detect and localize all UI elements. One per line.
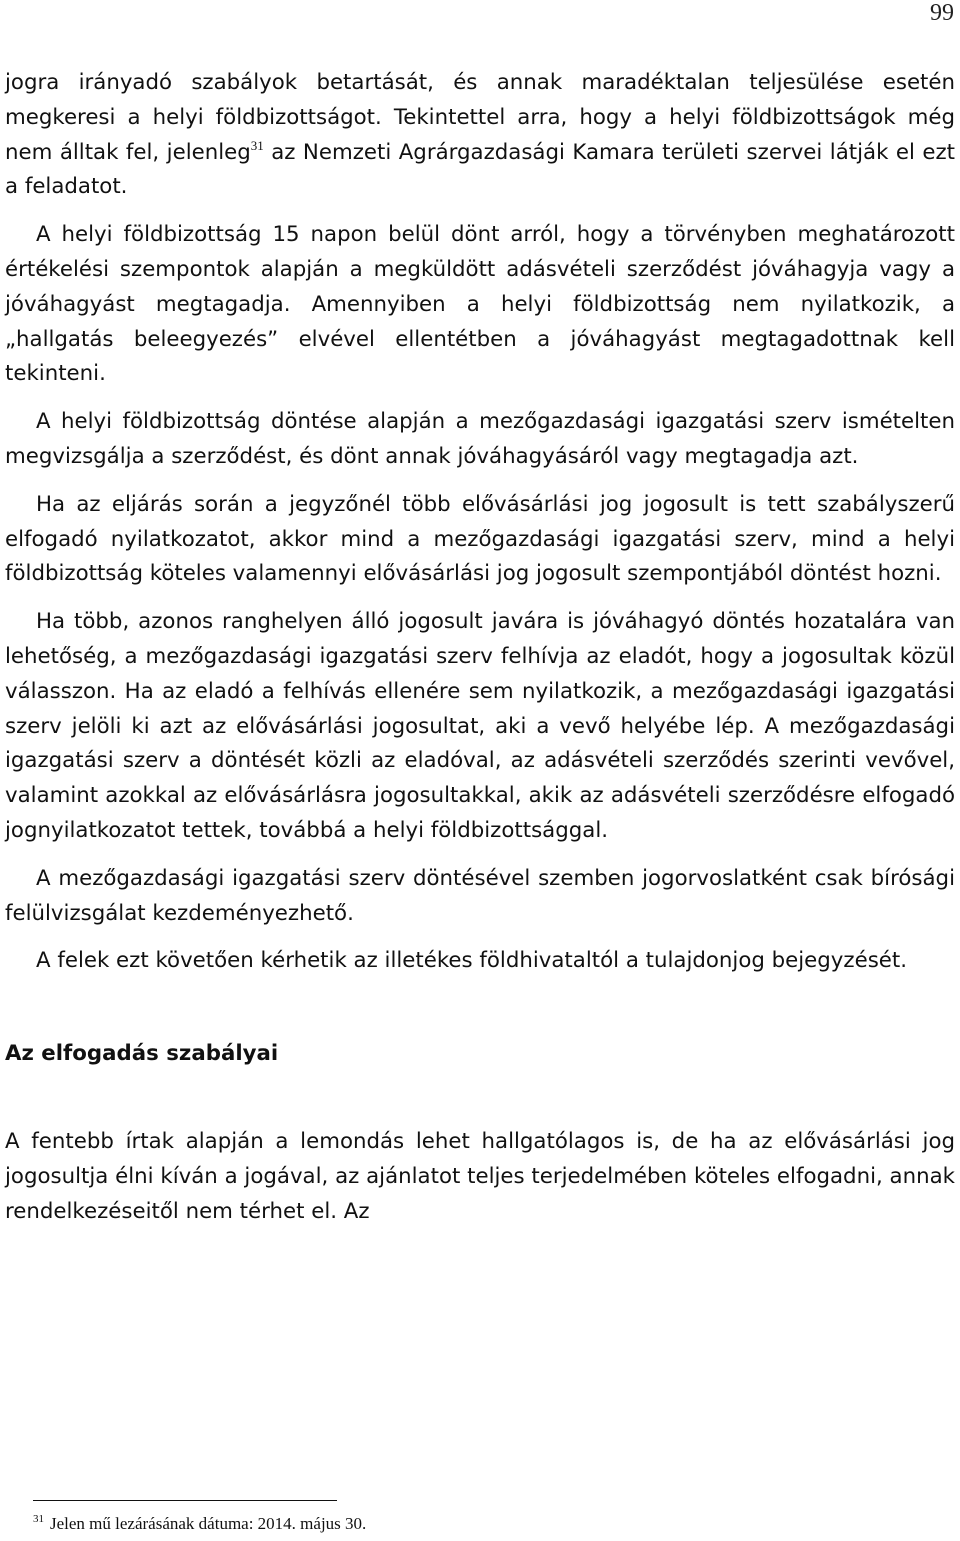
document-body bbox=[5, 66, 955, 1243]
paragraph-6: A mezőgazdasági igazgatási szerv döntésével szemben jogorvoslatként csak bírósági felülvizsgálat kezdeményezhető. bbox=[5, 865, 955, 926]
paragraph-7: A felek ezt követően kérhetik az illetékes földhivataltól a tulajdonjog bejegyzését. bbox=[36, 948, 908, 974]
section-heading: Az elfogadás szabályai bbox=[5, 1041, 279, 1067]
paragraph-1-text-a: jogra irányadó szabályok betartását, és annak maradéktalan teljesülése esetén megkeresi a helyi földbizottságot. Tekintettel arra, hogy a helyi földbizottságok még nem álltak fel, jelenleg bbox=[5, 70, 955, 165]
section-paragraph-1: A fentebb írtak alapján a lemondás lehet hallgatólagos is, de ha az elővásárlási jog jogosultja élni kíván a jogával, az ajánlatot teljes terjedelmében köteles elfogadni, annak rendelkezéseitől nem térhet el. Az bbox=[5, 1129, 955, 1224]
footnote-text: Jelen mű lezárásának dátuma: 2014. május 30. bbox=[50, 1514, 367, 1533]
paragraph-3: A helyi földbizottság döntése alapján a mezőgazdasági igazgatási szerv ismételten megvizsgálja a szerződést, és dönt annak jóváhagyásáról vagy megtagadja azt. bbox=[5, 409, 955, 469]
page-number: 99 bbox=[930, 0, 954, 26]
paragraph-4: Ha az eljárás során a jegyzőnél több elővásárlási jog jogosult is tett szabályszerű elfogadó nyilatkozatot, akkor mind a mezőgazdasági igazgatási szerv, mind a helyi földbizottság köteles valamennyi elővásárlási jog jogosult szempontjából döntést hozni. bbox=[5, 491, 955, 587]
footnote bbox=[33, 1513, 366, 1535]
paragraph-5: Ha több, azonos ranghelyen álló jogosult javára is jóváhagyó döntés hozatalára van lehetőség, a mezőgazdasági igazgatási szerv felhívja az eladót, hogy a jogosultak közül válasszon. Ha az eladó a felhívás ellenére sem nyilatkozik, a mezőgazdasági igazgatási szerv jelöli ki azt az elővásárlási jogosultat, aki a vevő helyébe lép. A mezőgazdasági igazgatási szerv a döntését közli az eladóval, az adásvételi szerződés szerinti vevővel, valamint azokkal az elővásárlásra jogosultakkal, akik az adásvételi szerződésre elfogadó jognyilatkozatot tettek, továbbá a helyi földbizottsággal. bbox=[5, 609, 955, 843]
footnote-number: 31 bbox=[33, 1513, 44, 1525]
paragraph-1 bbox=[5, 66, 955, 205]
paragraph-1-text-b: az Nemzeti Agrárgazdasági Kamara területi szervei látják el ezt a feladatot. bbox=[5, 139, 955, 200]
paragraph-2: A helyi földbizottság 15 napon belül dönt arról, hogy a törvényben meghatározott értékelési szempontok alapján a megküldött adásvételi szerződést jóváhagyja vagy a jóváhagyást megtagadja. Amennyiben a helyi földbizottság nem nyilatkozik, a „hallgatás beleegyezés” elvével ellentétben a jóváhagyást megtagadottnak kell tekinteni. bbox=[5, 222, 955, 387]
footnote-separator bbox=[33, 1500, 337, 1501]
footnote-reference[interactable]: 31 bbox=[250, 137, 264, 153]
